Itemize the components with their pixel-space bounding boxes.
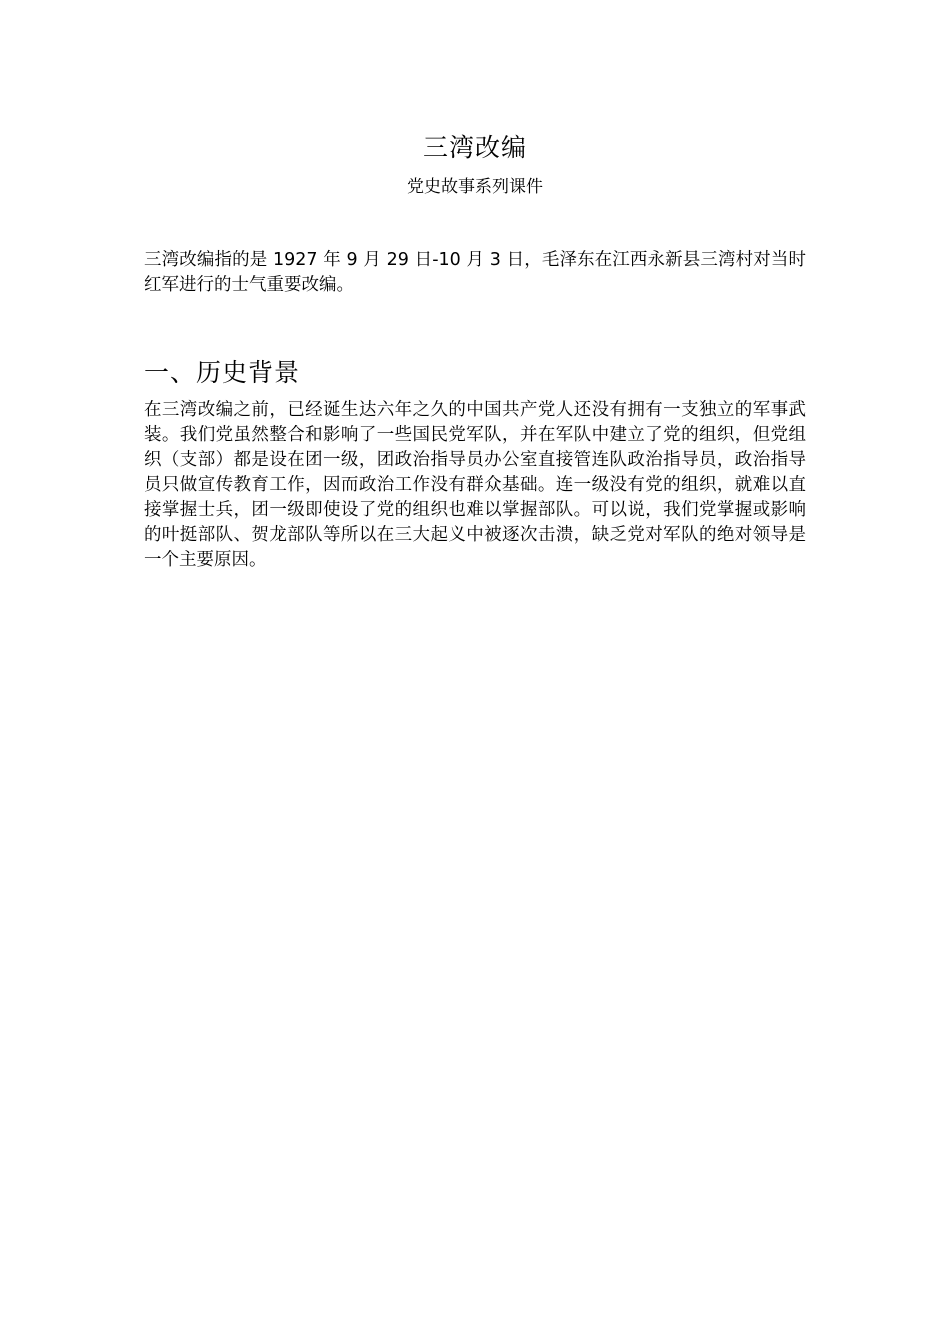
- document-title: 三湾改编: [422, 133, 527, 162]
- section-heading-history-background: 一、历史背景: [144, 358, 301, 387]
- intro-paragraph: 三湾改编指的是 1927 年 9 月 29 日-10 月 3 日，毛泽东在江西永新县三湾村对当时红军进行的士气重要改编。: [144, 250, 806, 295]
- document-subtitle: 党史故事系列课件: [407, 177, 543, 197]
- section-paragraph-history-background: 在三湾改编之前，已经诞生达六年之久的中国共产党人还没有拥有一支独立的军事武装。我们党虽然整合和影响了一些国民党军队，并在军队中建立了党的组织，但党组织（支部）都是设在团一级，团政治指导员办公室直接管连队政治指导员，政治指导员只做宣传教育工作，因而政治工作没有群众基础。连一级没有党的组织，就难以直接掌握士兵，团一级即使设了党的组织也难以掌握部队。可以说，我们党掌握或影响的叶挺部队、贺龙部队等所以在三大起义中被逐次击溃，缺乏党对军队的绝对领导是一个主要原因。: [144, 400, 806, 570]
